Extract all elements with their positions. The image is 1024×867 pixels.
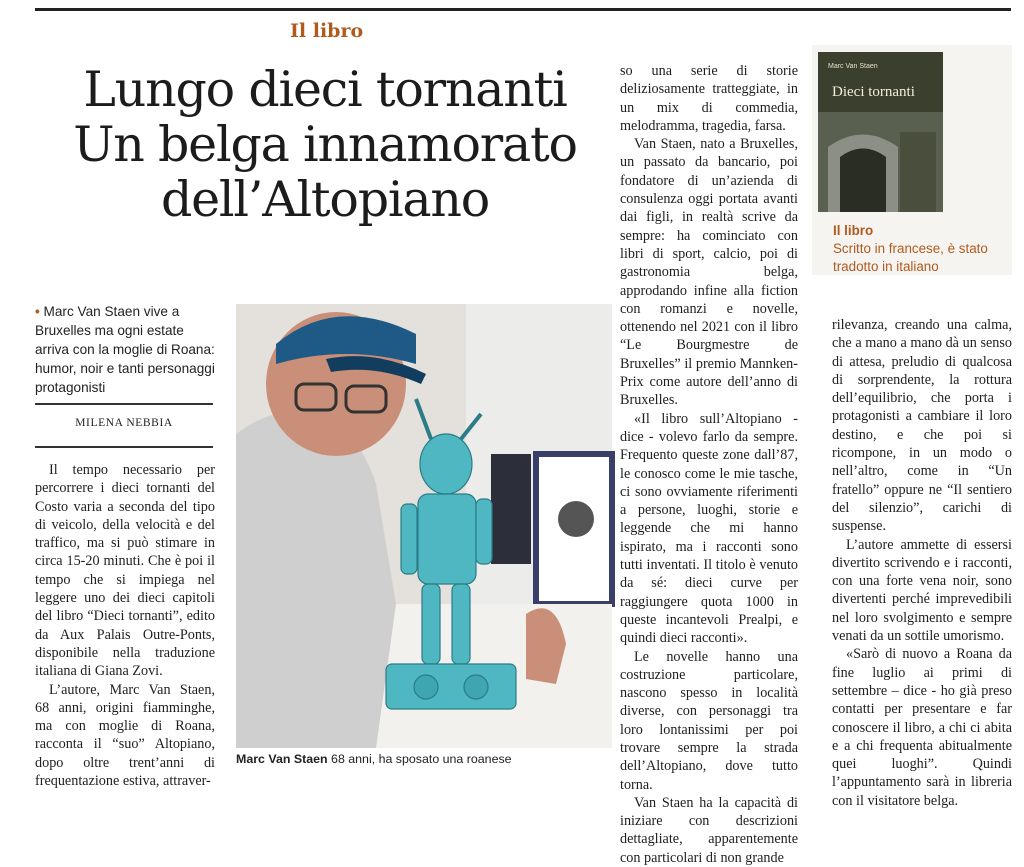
column-2-paragraph: Van Staen ha la capacità di iniziare con descrizioni dettagliate, apparentemente con particolari di non grande <box>620 794 798 866</box>
headline-line-2: Un belga innamorato <box>73 116 577 173</box>
headline-line-1: Lungo dieci tornanti <box>83 61 567 118</box>
book-cover-title: Dieci tornanti <box>832 84 915 100</box>
book-cover-image <box>818 52 943 212</box>
book-caption-text: Scritto in francese, è stato tradotto in italiano <box>833 241 988 274</box>
top-rule <box>35 8 1011 11</box>
headline <box>40 62 610 227</box>
column-1-paragraph: L’autore, Marc Van Staen, 68 anni, origini fiamminghe, ma con moglie di Roana, racconta il “suo” Altopiano, dopo oltre trent’anni di frequentazione estiva, attraver- <box>35 681 215 790</box>
headline-line-3: dell’Altopiano <box>160 171 490 228</box>
column-2-paragraph: Van Staen, nato a Bruxelles, un passato da bancario, poi fondatore di un’azienda di consulenza oggi portata avanti dai figli, in realtà scrive da sempre: ha cominciato con libri di sport, calcio, poi di gastronomia belga, approdando infine alla fiction con romanzi e novelle, ottenendo nel 2021 con il libro “Le Bourgmestre de Bruxelles” il premio Mannken-Prix come autore dell’anno di Bruxelles. <box>620 136 798 409</box>
photo-caption-text: 68 anni, ha sposato una roanese <box>331 752 512 766</box>
author-photo-illustration <box>236 304 612 748</box>
column-1-paragraph: Il tempo necessario per percorrere i dieci tornanti del Costo varia a seconda del tipo di veicolo, della velocità e del traffico, ma si può stimare in circa 15-20 minuti. Che è poi il tempo che si impiega nel leggere uno dei dieci capitoli del libro “Dieci tornanti”, edito da Aux Palais Outre-Ponts, disponibile nella traduzione italiana di Giana Zovi. <box>35 462 215 680</box>
photo-caption-name: Marc Van Staen <box>236 752 328 766</box>
book-caption <box>833 222 1018 276</box>
book-caption-label: Il libro <box>833 223 874 238</box>
summary-text: Marc Van Staen vive a Bruxelles ma ogni estate arriva con la moglie di Roana: humor, noir e tanti personaggi protagonisti <box>35 304 215 395</box>
column-3 <box>832 316 1012 810</box>
byline-rule-bottom <box>35 446 213 448</box>
summary-bullet: • <box>35 304 40 319</box>
column-3-paragraph: rilevanza, creando una calma, che a mano a mano dà un senso di attesa, preludio di qualcosa di sorprendente, la rottura dell’equilibrio, che porta i protagonisti a cambiare il loro destino, e che poi si ricompone, in un modo o nell’altro, come in “Un fratello” oppure ne “Il sentiero del silenzio”, carichi di suspense. <box>832 317 1012 535</box>
photo-caption <box>236 752 612 766</box>
column-3-paragraph: «Sarò di nuovo a Roana da fine luglio ai primi di settembre – dice - ho già preso contatti per presentare e far conoscere il libro, a chi ci abita e a chi frequenta abitualmente quei luoghi”. Quindi l’appuntamento sarà in libreria con il visitatore belga. <box>832 646 1012 809</box>
byline-rule-top <box>35 403 213 405</box>
column-1 <box>35 461 215 790</box>
author-photo <box>236 304 612 748</box>
book-cover-author: Marc Van Staen <box>828 63 878 70</box>
byline: MILENA NEBBIA <box>75 417 173 429</box>
column-2-paragraph: so una serie di storie deliziosamente tratteggiate, in un mix di commedia, melodramma, tragedia, farsa. <box>620 63 798 134</box>
column-3-paragraph: L’autore ammette di essersi divertito scrivendo e i racconti, con una forte vena noir, sono divertenti perché imprevedibili nel loro svolgimento e sempre venati da un sottile umorismo. <box>832 536 1012 645</box>
book-cover <box>818 52 943 212</box>
summary-box <box>35 302 215 397</box>
column-2-paragraph: Le novelle hanno una costruzione particolare, nascono spesso in località diverse, con personaggi tra loro lontanissimi per poi trovare sempre la strada dell’Altopiano, dove tutto torna. <box>620 648 798 793</box>
section-kicker: Il libro <box>290 20 364 42</box>
column-2 <box>620 62 798 867</box>
column-2-paragraph: «Il libro sull’Altopiano - dice - volevo farlo da sempre. Frequento queste zone dall’87, le conosco come le mie tasche, ci sono ovviamente riferimenti a persone, luoghi, storie e leggende che mi hanno ispirato, ma i racconti sono tutti inventati. Il titolo è venuto da sé: dieci curve per raggiungere quota 1000 in queste incantevoli Prealpi, e quindi dieci racconti». <box>620 410 798 647</box>
